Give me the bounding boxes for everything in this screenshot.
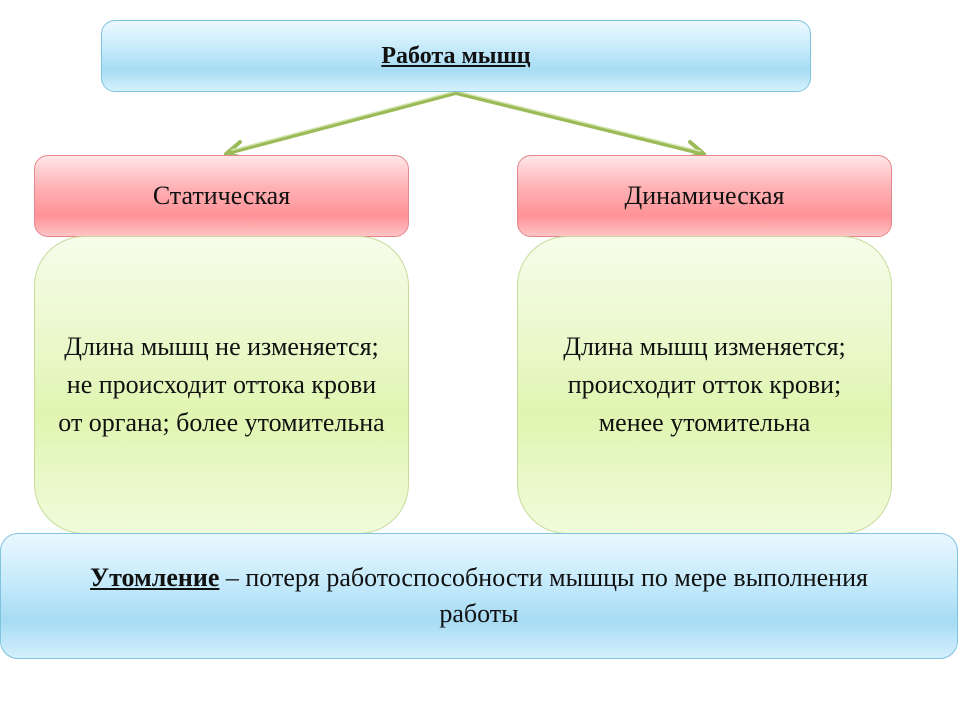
dynamic-description: Длина мышц изменяется; происходит отток крови; менее утомительна (517, 236, 892, 534)
diagram-title: Работа мышц (101, 20, 811, 92)
definition-term: Утомление (90, 563, 220, 592)
static-description: Длина мышц не изменяется; не происходит оттока крови от органа; более утомительна (34, 236, 409, 534)
dynamic-heading: Динамическая (517, 155, 892, 237)
static-heading: Статическая (34, 155, 409, 237)
definition-text: – потеря работоспособности мышцы по мере выполнения работы (219, 563, 868, 628)
fatigue-definition (0, 533, 958, 659)
arrow-to-static (232, 93, 456, 152)
arrow-to-dynamic (456, 93, 700, 153)
